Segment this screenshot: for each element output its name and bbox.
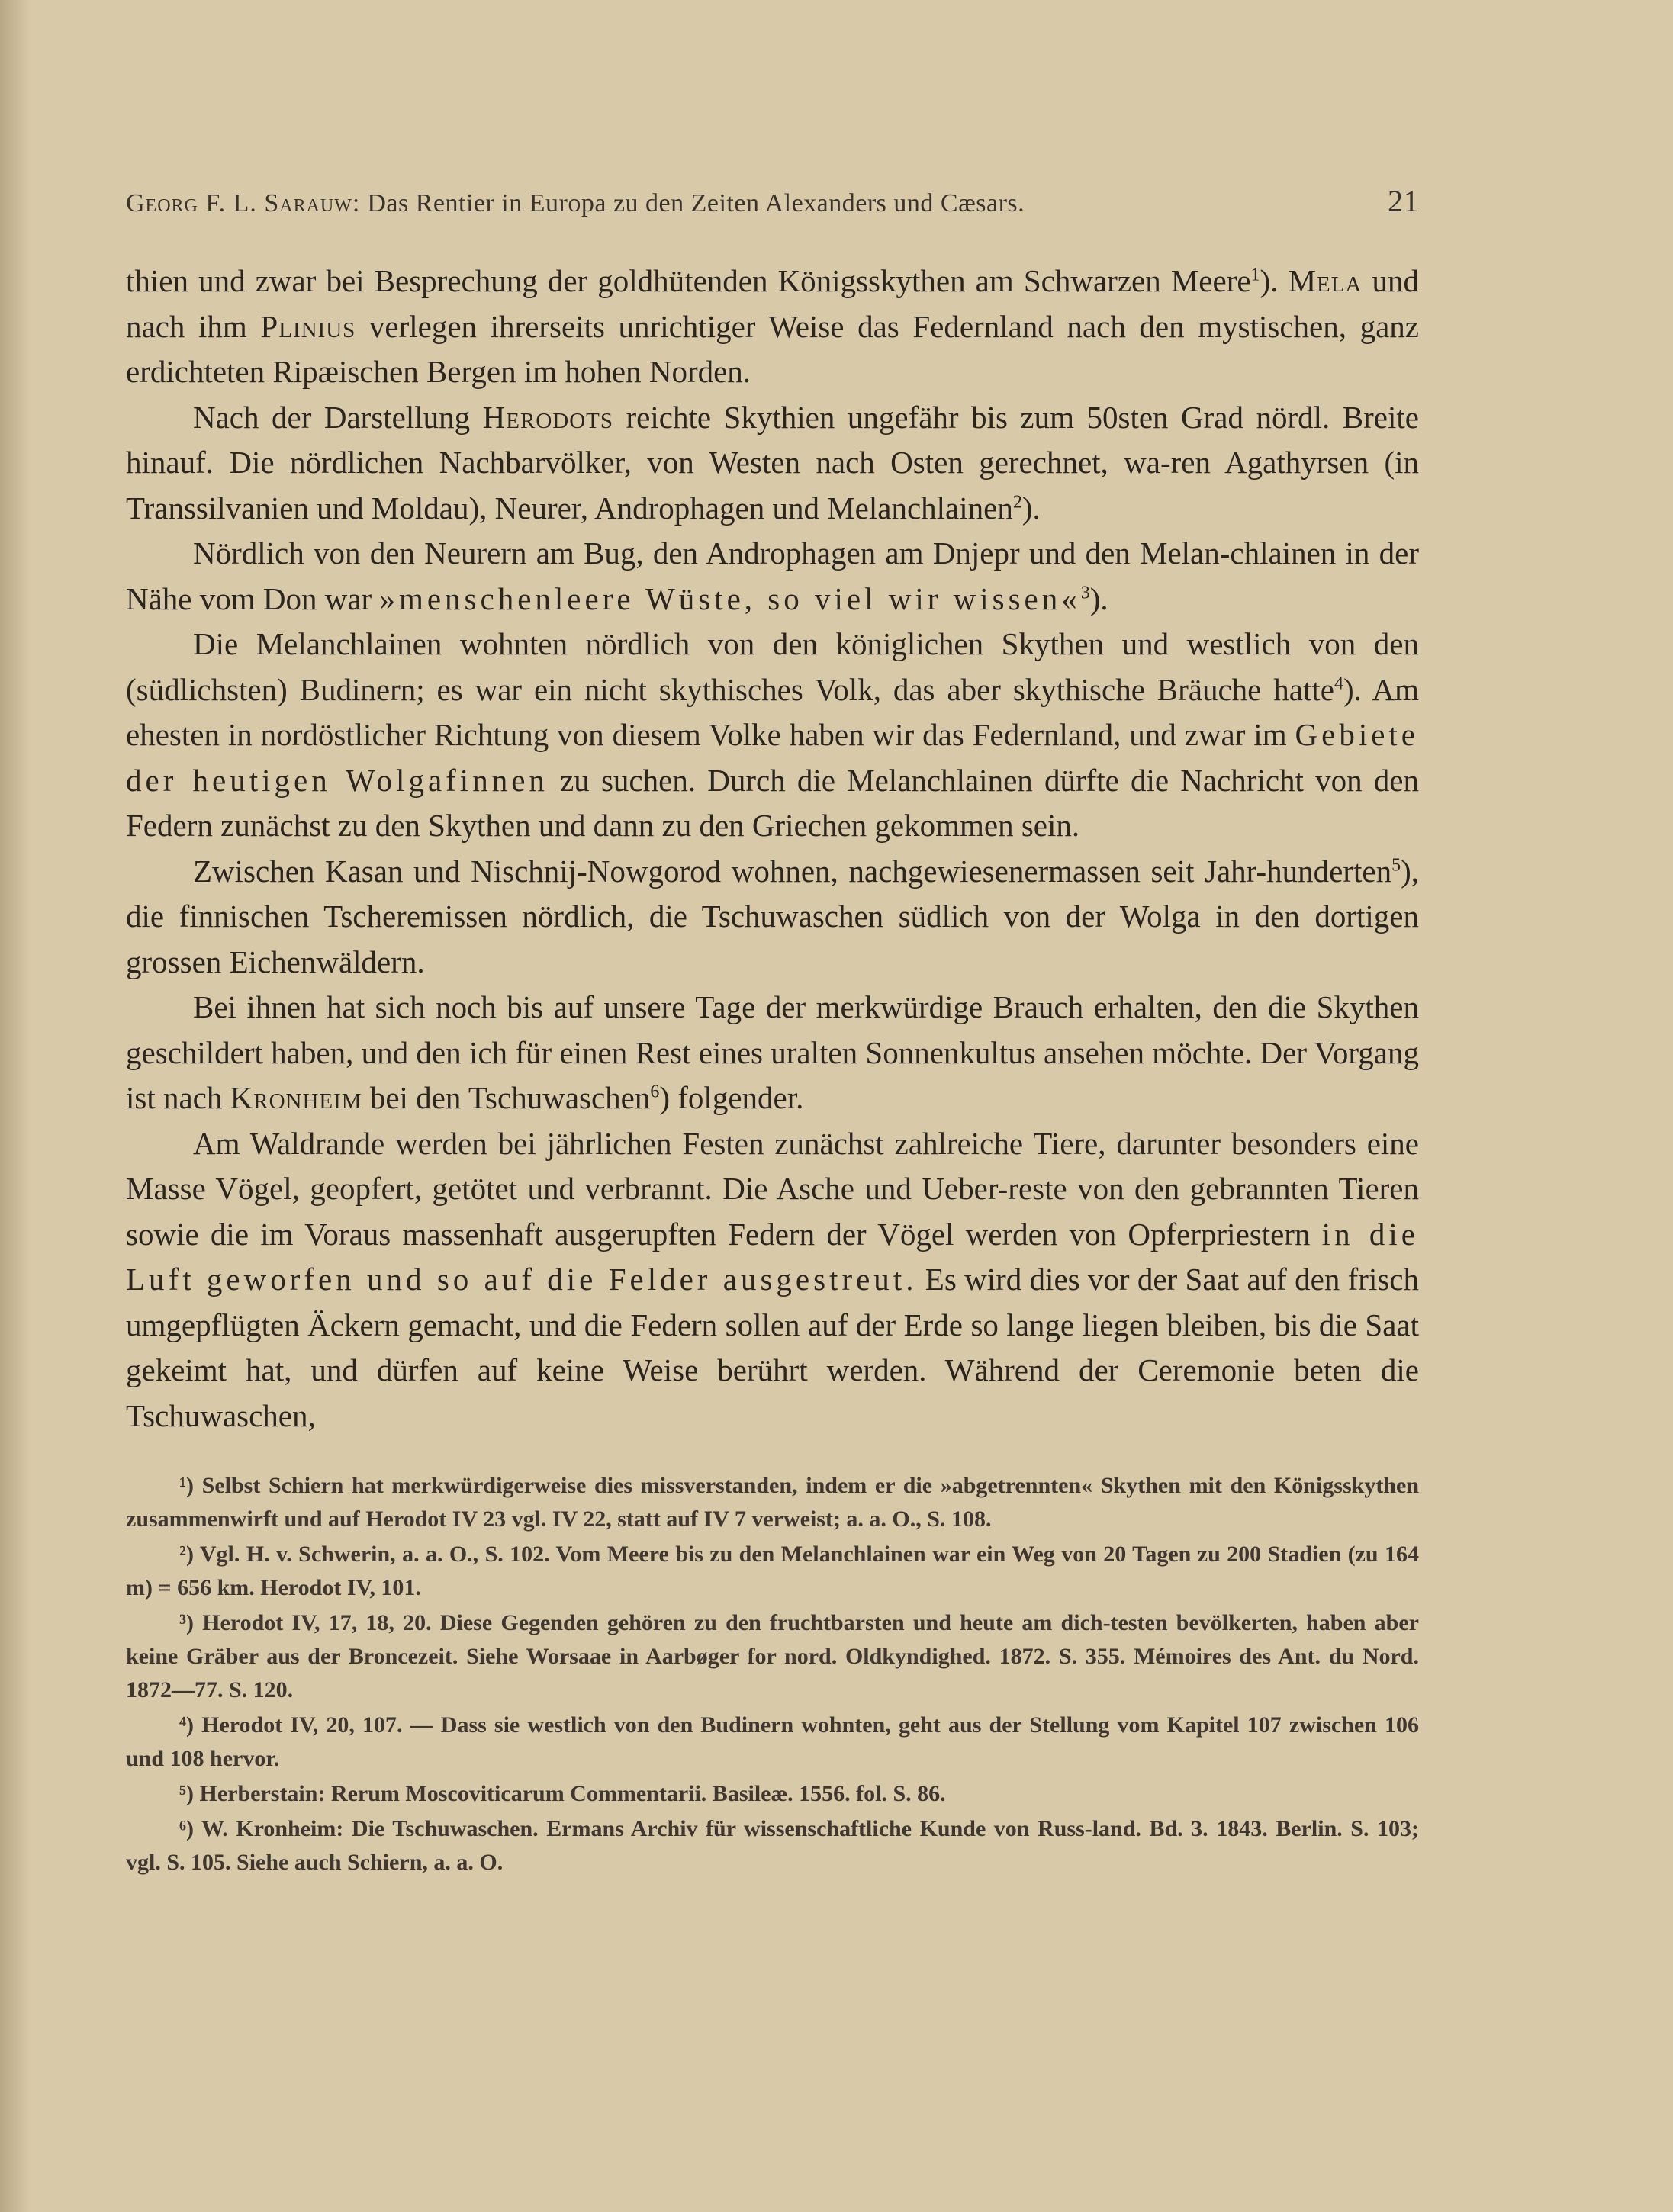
footnote-5: ⁵) Herberstain: Rerum Moscoviticarum Commentarii. Basileæ. 1556. fol. S. 86. — [179, 1781, 946, 1806]
footnote-1: ¹) Selbst Schiern hat merkwürdigerweise dies missverstanden, indem er die »abgetrennten« Skythen mit den Königsskythen zusammenwirft und auf Herodot IV 23 vgl. IV 22, statt auf IV 7 verweist; a. a. O., S. 108. — [126, 1473, 1419, 1532]
paragraph-1: thien und zwar bei Besprechung der goldhütenden Königsskythen am Schwarzen Meere$^1$). Mela und nach ihm Plinius verlegen ihrerseits unrichtiger Weise das Federnland nach den mystischen, ganz erdichteten Ripæischen Bergen im hohen Norden. — [126, 263, 1419, 389]
body-text — [126, 259, 1419, 1439]
footnote-2: ²) Vgl. H. v. Schwerin, a. a. O., S. 102. Vom Meere bis zu den Melanchlainen war ein Weg von 20 Tagen zu 200 Stadien (zu 164 m) = 656 km. Herodot IV, 101. — [126, 1542, 1419, 1600]
header-author: Georg F. L. Sarauw: — [126, 189, 361, 217]
paragraph-4: Die Melanchlainen wohnten nördlich von den königlichen Skythen und westlich von den (südlichsten) Budinern; es war ein nicht skythisches Volk, das aber skythische Bräuche hatte$^4$). Am ehesten in nordöstlicher Richtung von diesem Volke haben wir das Federnland, und zwar im Gebiete der heutigen Wolgafinnen zu suchen. Durch die Melanchlainen dürfte die Nachricht von den Federn zunächst zu den Skythen und dann zu den Griechen gekommen sein. — [126, 626, 1419, 843]
paragraph-7: Am Waldrande werden bei jährlichen Festen zunächst zahlreiche Tiere, darunter besonders eine Masse Vögel, geopfert, getötet und verbrannt. Die Asche und Ueber-reste von den gebrannten Tieren sowie die im Voraus massenhaft ausgerupften Federn der Vögel werden von Opferpriestern in die Luft geworfen und so auf die Felder ausgestreut. Es wird dies vor der Saat auf den frisch umgepflügten Äckern gemacht, und die Federn sollen auf der Erde so lange liegen bleiben, bis die Saat gekeimt hat, und dürfen auf keine Weise berührt werden. Während der Ceremonie beten die Tschuwaschen, — [126, 1125, 1419, 1433]
name-herodots: Herodots — [482, 399, 614, 435]
page-edge-shadow — [0, 0, 31, 2212]
paragraph-3: Nördlich von den Neurern am Bug, den Androphagen am Dnjepr und den Melan-chlainen in der Nähe vom Don war »menschenleere Wüste, so viel wir wissen«$^3$). — [126, 535, 1419, 616]
footnote-4: ⁴) Herodot IV, 20, 107. — Dass sie westlich von den Budinern wohnten, geht aus der Stellung vom Kapitel 107 zwischen 106 und 108 hervor. — [126, 1712, 1419, 1771]
spaced-emphasis-2: Gebiete der heutigen Wolgafinnen — [126, 717, 1419, 798]
footnotes — [126, 1469, 1419, 1879]
footnote-ref-1[interactable]: 1 — [1250, 265, 1260, 285]
header-book-title: Das Rentier in Europa zu den Zeiten Alexanders und Cæsars. — [367, 189, 1025, 217]
spaced-emphasis-1: »menschenleere Wüste, so viel wir wissen« — [379, 580, 1081, 616]
name-plinius: Plinius — [260, 308, 356, 344]
name-mela: Mela — [1288, 263, 1363, 298]
document-page — [126, 183, 1419, 1881]
footnote-ref-4[interactable]: 4 — [1334, 673, 1343, 693]
spaced-emphasis-3: in die Luft geworfen und so auf die Felder ausgestreut. — [126, 1216, 1419, 1297]
paragraph-2: Nach der Darstellung Herodots reichte Skythien ungefähr bis zum 50sten Grad nördl. Breite hinauf. Die nördlichen Nachbarvölker, von Westen nach Osten gerechnet, wa-ren Agathyrsen (in Transsilvanien und Moldau), Neurer, Androphagen und Melanchlainen$^2$). — [126, 399, 1419, 526]
paragraph-5: Zwischen Kasan und Nischnij-Nowgorod wohnen, nachgewiesenermassen seit Jahr-hunderten$^5$), die finnischen Tscheremissen nördlich, die Tschuwaschen südlich von der Wolga in den dortigen grossen Eichenwäldern. — [126, 853, 1419, 979]
footnote-3: ³) Herodot IV, 17, 18, 20. Diese Gegenden gehören zu den fruchtbarsten und heute am dich-testen bevölkerten, haben aber keine Gräber aus der Broncezeit. Siehe Worsaae in Aarbøger for nord. Oldkyndighed. 1872. S. 355. Mémoires des Ant. du Nord. 1872—77. S. 120. — [126, 1610, 1419, 1702]
footnote-ref-3[interactable]: 3 — [1080, 582, 1090, 603]
footnote-ref-5[interactable]: 5 — [1391, 854, 1401, 875]
name-kronheim: Kronheim — [230, 1080, 362, 1115]
header-title — [126, 189, 1025, 218]
footnote-ref-6[interactable]: 6 — [650, 1082, 660, 1102]
paragraph-6: Bei ihnen hat sich noch bis auf unsere Tage der merkwürdige Brauch erhalten, den die Skythen geschildert haben, und den ich für einen Rest eines uralten Sonnenkultus ansehen möchte. Der Vorgang ist nach Kronheim bei den Tschuwaschen$^6$) folgender. — [126, 989, 1419, 1115]
footnote-ref-2[interactable]: 2 — [1012, 491, 1022, 512]
footnote-6: ⁶) W. Kronheim: Die Tschuwaschen. Ermans Archiv für wissenschaftliche Kunde von Russ-land. Bd. 3. 1843. Berlin. S. 103; vgl. S. 105. Siehe auch Schiern, a. a. O. — [126, 1816, 1419, 1875]
running-header — [126, 183, 1419, 219]
page-number: 21 — [1388, 184, 1419, 218]
